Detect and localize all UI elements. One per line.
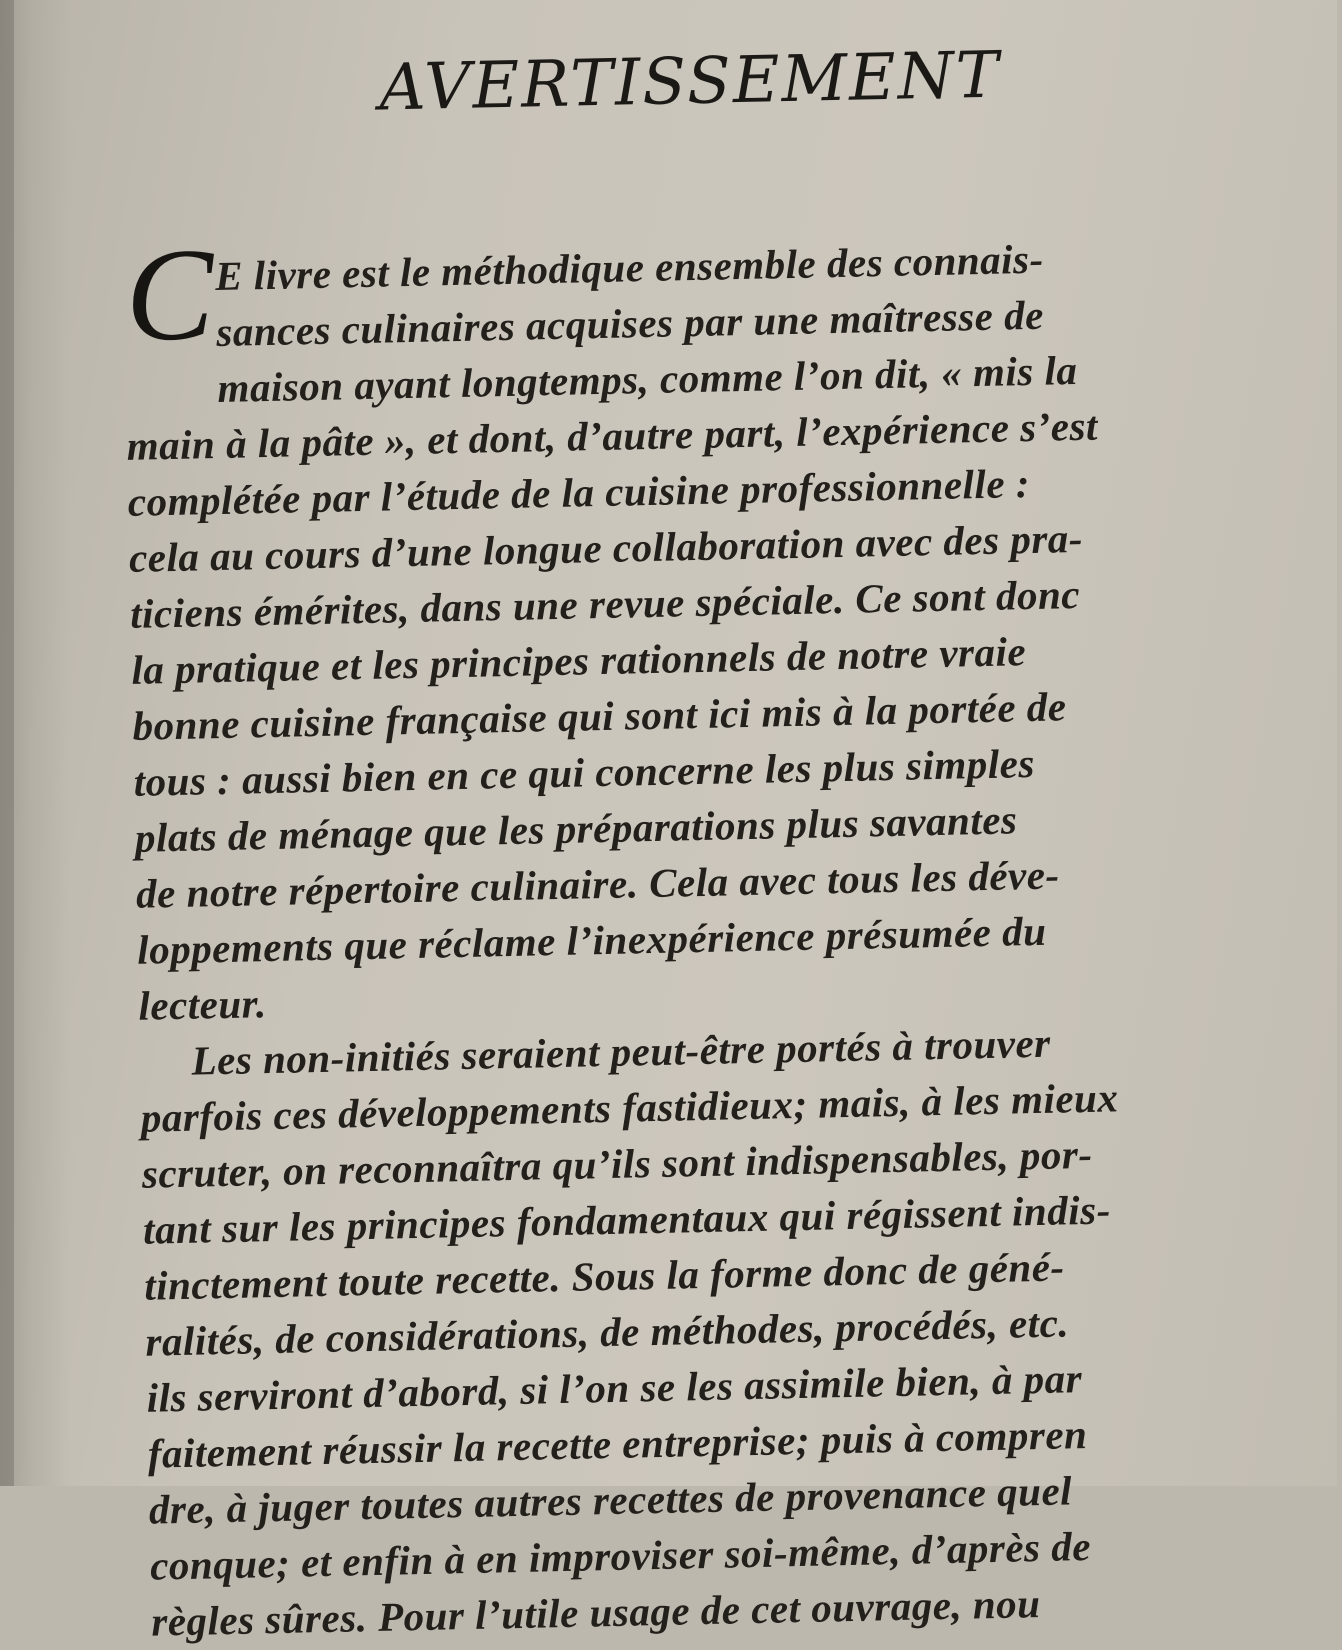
book-page [118, 5, 1338, 1645]
text-line: tinctement toute recette. Sous la forme donc de géné- [143, 1243, 1066, 1309]
text-line: règles sûres. Pour l’utile usage de cet ouvrage, nou [150, 1580, 1041, 1645]
text-line: ralités, de considérations, de méthodes, procédés, etc. [144, 1299, 1070, 1365]
text-line: ticiens émérites, dans une revue spéciale. Ce sont donc [129, 570, 1081, 637]
text-line: lecteur. [137, 980, 268, 1029]
text-line: maison ayant longtemps, comme l’on dit, « mis la [217, 346, 1078, 411]
text-line: complétée par l’étude de la cuisine professionnelle : [127, 460, 1031, 525]
text-line: main à la pâte », et dont, d’autre part, l’expérience s’est [126, 402, 1099, 469]
text-line: dre, à juger toutes autres recettes de provenance quel [148, 1467, 1073, 1533]
text-line: tous : aussi bien en ce qui concerne les plus simples [133, 739, 1036, 805]
text-line: faitement réussir la recette entreprise; puis à compren [147, 1411, 1088, 1477]
spine-shadow [0, 0, 14, 1486]
text-line: Les non-initiés seraient peut-être portés à trouver [191, 1019, 1052, 1084]
text-line: cela au cours d’une longue collaboration avec des pra- [128, 514, 1084, 581]
page-title: AVERTISSEMENT [378, 38, 1002, 126]
text-line: bonne cuisine française qui sont ici mis à la portée de [132, 683, 1067, 749]
text-line: la pratique et les principes rationnels de notre vraie [130, 628, 1027, 693]
body-text [123, 220, 1342, 1650]
text-line: conque; et enfin à en improviser soi-même, d’après de [149, 1522, 1092, 1589]
text-line: de notre répertoire culinaire. Cela avec tous les déve- [135, 851, 1061, 917]
text-line: tant sur les principes fondamentaux qui régissent indis- [142, 1186, 1112, 1253]
drop-cap: C [124, 220, 216, 369]
text-line: parfois ces développements fastidieux; mais, à les mieux [140, 1074, 1119, 1141]
text-line: ils serviront d’abord, si l’on se les assimile bien, à par [146, 1355, 1083, 1421]
text-line: plats de ménage que les préparations plus savantes [134, 796, 1018, 861]
text-line: scruter, on reconnaîtra qu’ils sont indispensables, por- [141, 1130, 1093, 1197]
text-line: loppements que réclame l’inexpérience présumée du [136, 907, 1047, 973]
text-line: sances culinaires acquises par une maîtresse de [215, 291, 1045, 356]
text-line: E livre est le méthodique ensemble des connais- [214, 235, 1045, 300]
